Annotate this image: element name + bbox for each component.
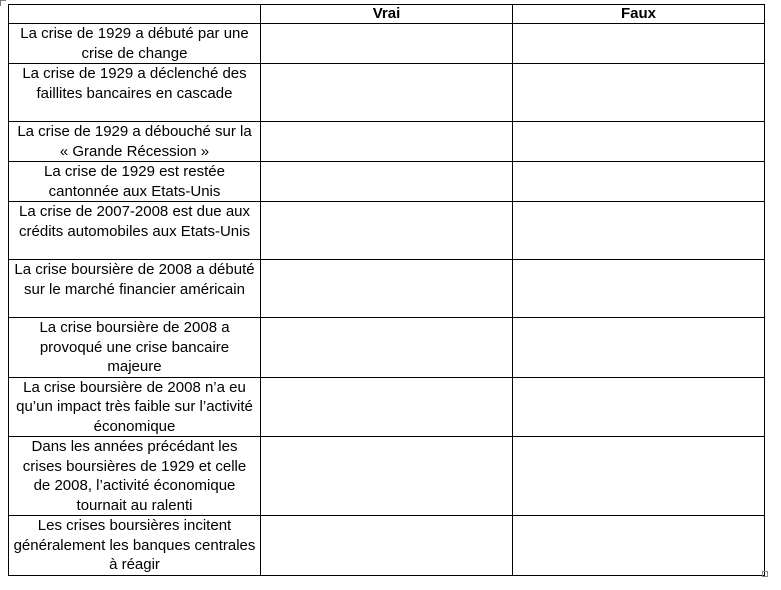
faux-cell[interactable] — [513, 24, 765, 64]
faux-cell[interactable] — [513, 437, 765, 516]
statement-cell: La crise de 1929 a débouché sur la « Grande Récession » — [9, 122, 261, 162]
table-row — [9, 122, 765, 162]
faux-cell[interactable] — [513, 260, 765, 318]
table-end-mark — [762, 571, 768, 577]
table-row — [9, 202, 765, 260]
vrai-cell[interactable] — [261, 260, 513, 318]
header-row — [9, 5, 765, 24]
vrai-cell[interactable] — [261, 318, 513, 378]
vrai-cell[interactable] — [261, 516, 513, 576]
faux-cell[interactable] — [513, 202, 765, 260]
table-row — [9, 318, 765, 378]
vrai-cell[interactable] — [261, 24, 513, 64]
faux-cell[interactable] — [513, 64, 765, 122]
true-false-table — [8, 4, 765, 576]
statement-cell: La crise de 1929 est restée cantonnée aux Etats-Unis — [9, 162, 261, 202]
faux-cell[interactable] — [513, 162, 765, 202]
vrai-cell[interactable] — [261, 437, 513, 516]
statement-cell: La crise de 1929 a débuté par une crise de change — [9, 24, 261, 64]
statement-cell: La crise de 2007-2008 est due aux crédits automobiles aux Etats-Unis — [9, 202, 261, 260]
statement-cell: Les crises boursières incitent généralement les banques centrales à réagir — [9, 516, 261, 576]
faux-cell[interactable] — [513, 516, 765, 576]
faux-cell[interactable] — [513, 377, 765, 437]
vrai-cell[interactable] — [261, 377, 513, 437]
statement-cell: La crise boursière de 2008 a provoqué une crise bancaire majeure — [9, 318, 261, 378]
statement-cell: La crise de 1929 a déclenché des faillites bancaires en cascade — [9, 64, 261, 122]
header-faux: Faux — [513, 5, 765, 24]
true-false-table-container — [8, 4, 765, 576]
table-row — [9, 162, 765, 202]
statement-cell: Dans les années précédant les crises boursières de 1929 et celle de 2008, l’activité économique tournait au ralenti — [9, 437, 261, 516]
table-row — [9, 377, 765, 437]
statement-cell: La crise boursière de 2008 n’a eu qu’un impact très faible sur l’activité économique — [9, 377, 261, 437]
table-row — [9, 64, 765, 122]
vrai-cell[interactable] — [261, 64, 513, 122]
vrai-cell[interactable] — [261, 122, 513, 162]
vrai-cell[interactable] — [261, 162, 513, 202]
faux-cell[interactable] — [513, 318, 765, 378]
vrai-cell[interactable] — [261, 202, 513, 260]
table-anchor-mark — [0, 0, 6, 6]
table-row — [9, 437, 765, 516]
statement-cell: La crise boursière de 2008 a débuté sur le marché financier américain — [9, 260, 261, 318]
table-row — [9, 260, 765, 318]
table-row — [9, 516, 765, 576]
header-statement — [9, 5, 261, 24]
table-row — [9, 24, 765, 64]
header-vrai: Vrai — [261, 5, 513, 24]
faux-cell[interactable] — [513, 122, 765, 162]
